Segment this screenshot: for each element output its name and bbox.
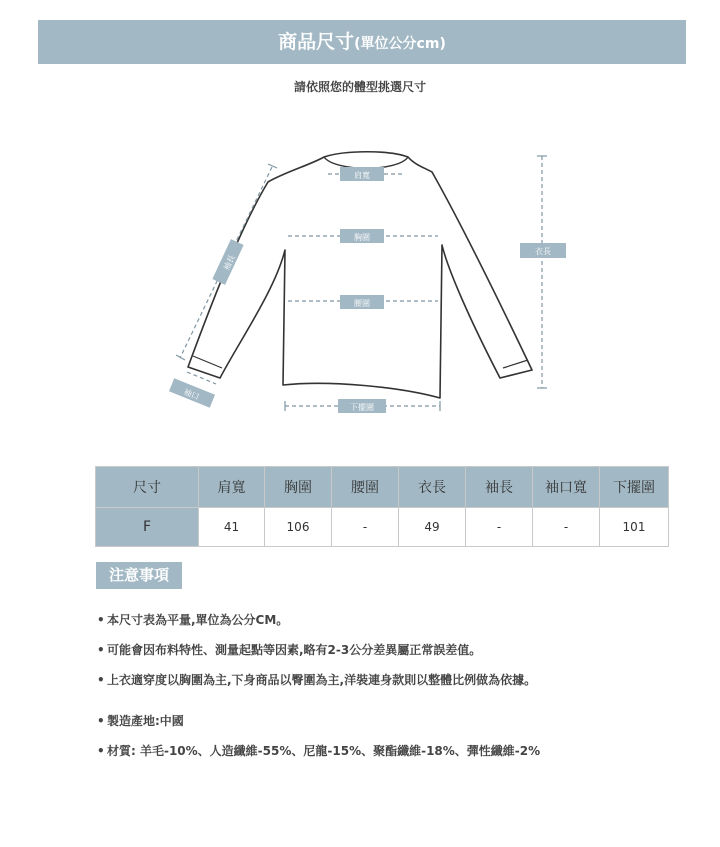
notice-list (97, 610, 697, 771)
label-chest (340, 229, 384, 243)
table-cell: - (533, 508, 600, 547)
page-subtitle: 請依照您的體型挑選尺寸 (293, 80, 426, 94)
table-cell: - (466, 508, 533, 547)
label-length (520, 243, 566, 258)
table-cell: F (96, 508, 199, 547)
bullet: • (97, 744, 105, 758)
col-header: 袖口寬 (533, 467, 600, 508)
note-text: 上衣適穿度以胸圍為主,下身商品以臀圍為主,洋裝連身款則以整體比例做為依據。 (107, 673, 537, 687)
table-cell: 101 (600, 508, 669, 547)
size-table (95, 466, 669, 547)
table-cell: 41 (199, 508, 265, 547)
label-shoulder-text: 肩寬 (354, 171, 370, 180)
label-chest-text: 胸圍 (354, 233, 370, 242)
table-row (96, 508, 669, 547)
col-header: 肩寬 (199, 467, 265, 508)
header-unit: (單位公分cm) (354, 36, 446, 52)
left-cuff-line (193, 356, 222, 368)
col-header: 衣長 (399, 467, 466, 508)
bullet: • (97, 714, 105, 728)
label-length-text: 衣長 (535, 247, 551, 256)
notice-title: 注意事項 (96, 562, 182, 589)
bullet: • (97, 613, 105, 627)
label-sleeve-text: 袖長 (221, 253, 237, 272)
label-cuff-text: 袖口 (182, 387, 201, 402)
col-header: 腰圍 (332, 467, 399, 508)
label-shoulder (340, 167, 384, 181)
col-header: 胸圍 (265, 467, 332, 508)
label-hem (338, 399, 386, 413)
bullet: • (97, 673, 105, 687)
table-header-row (96, 467, 669, 508)
list-item (97, 670, 697, 700)
col-header: 尺寸 (96, 467, 199, 508)
list-item (97, 741, 697, 771)
header-title: 商品尺寸 (278, 31, 355, 53)
bullet: • (97, 643, 105, 657)
list-item (97, 640, 697, 670)
list-item (97, 711, 697, 741)
table-cell: 106 (265, 508, 332, 547)
note-text: 可能會因布料特性、測量起點等因素,略有2-3公分差異屬正常誤差值。 (107, 643, 482, 657)
table-cell: - (332, 508, 399, 547)
label-sleeve (212, 239, 243, 285)
col-header: 袖長 (466, 467, 533, 508)
list-item (97, 610, 697, 640)
label-waist (340, 295, 384, 309)
label-waist-text: 腰圍 (354, 299, 370, 308)
note-text: 本尺寸表為平量,單位為公分CM。 (107, 613, 289, 627)
shirt-outline (188, 152, 532, 398)
note-text: 材質: 羊毛-10%、人造纖維-55%、尼龍-15%、聚酯纖維-18%、彈性纖維-2% (107, 744, 541, 758)
col-header: 下擺圍 (600, 467, 669, 508)
note-text: 製造產地:中國 (107, 714, 184, 728)
table-cell: 49 (399, 508, 466, 547)
garment-diagram (0, 140, 720, 420)
label-cuff (169, 378, 215, 407)
size-chart-header (38, 20, 686, 64)
shirt-collar (324, 157, 408, 168)
right-cuff-line (503, 360, 528, 368)
label-hem-text: 下擺圍 (350, 403, 374, 412)
